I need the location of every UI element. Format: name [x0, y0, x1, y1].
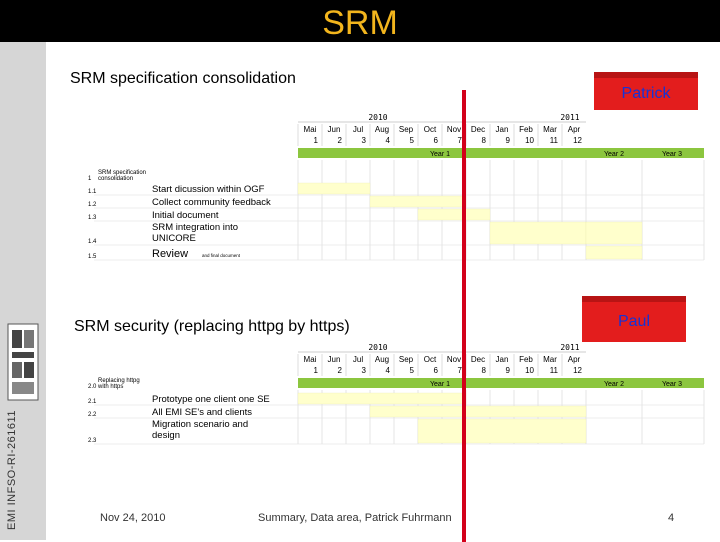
month-nov: Nov [446, 125, 462, 134]
task-bar [418, 209, 490, 220]
month-mar: Mar [543, 125, 557, 134]
task-id: 1.5 [88, 254, 97, 260]
month-num: 5 [409, 136, 414, 145]
year-label-2011: 2011 [560, 343, 580, 352]
section-2-title: SRM security (replacing httpg by https) [74, 318, 350, 335]
task-label: Prototype one client one SE [152, 394, 270, 405]
month-sep: Sep [398, 125, 414, 134]
month-dec: Dec [470, 355, 486, 364]
task-id: 1.2 [88, 202, 97, 208]
owner-badge-2: Paul [582, 296, 686, 342]
group-id: 1 [88, 176, 92, 182]
task-bar [586, 246, 642, 259]
year-bar-3-label: Year 3 [662, 381, 682, 388]
task-id: 1.4 [88, 239, 97, 245]
month-mar: Mar [543, 355, 557, 364]
month-num: 12 [573, 366, 582, 375]
month-num: 9 [505, 136, 510, 145]
month-num: 5 [409, 366, 414, 375]
page-title: SRM [322, 4, 398, 42]
month-feb: Feb [519, 355, 533, 364]
month-feb: Feb [519, 125, 533, 134]
month-num: 2 [337, 366, 342, 375]
task-id: 2.2 [88, 412, 97, 418]
month-oct: Oct [423, 355, 437, 364]
task-sublabel: and final document [202, 253, 241, 258]
month-num: 2 [337, 136, 342, 145]
footer-date: Nov 24, 2010 [100, 512, 166, 524]
month-oct: Oct [423, 125, 437, 134]
year-label-2010: 2010 [368, 343, 388, 352]
month-num: 7 [457, 366, 462, 375]
month-mai: Mai [303, 355, 317, 364]
month-jun: Jun [327, 355, 341, 364]
month-jan: Jan [495, 125, 509, 134]
task-label: SRM integration into [152, 222, 239, 233]
month-aug: Aug [374, 125, 390, 134]
task-bar [490, 222, 586, 244]
group-label: consolidation [98, 176, 134, 182]
task-bar [370, 196, 466, 207]
month-num: 8 [481, 136, 486, 145]
year-bar-2-label: Year 2 [604, 381, 624, 388]
task-id: 1.3 [88, 215, 97, 221]
month-dec: Dec [470, 125, 486, 134]
year-bar-3-label: Year 3 [662, 151, 682, 158]
group-label: Replacing httpg [98, 378, 140, 384]
month-num: 3 [361, 366, 366, 375]
month-jan: Jan [495, 355, 509, 364]
month-num: 6 [433, 366, 438, 375]
month-num: 1 [313, 136, 318, 145]
task-bar [298, 393, 466, 404]
month-num: 4 [385, 366, 390, 375]
task-label: Migration scenario and [152, 419, 249, 430]
task-label: All EMI SE's and clients [152, 407, 253, 418]
month-jun: Jun [327, 125, 341, 134]
month-num: 12 [573, 136, 582, 145]
owner-badge-1: Patrick [594, 72, 698, 110]
month-num: 3 [361, 136, 366, 145]
task-bar [370, 406, 586, 417]
year-bar-1-label: Year 1 [430, 381, 450, 388]
month-jul: Jul [352, 355, 364, 364]
month-sep: Sep [398, 355, 414, 364]
month-num: 4 [385, 136, 390, 145]
month-num: 10 [525, 136, 534, 145]
task-bar [586, 222, 642, 244]
task-label: Start dicussion within OGF [152, 184, 265, 195]
current-date-line [462, 90, 466, 542]
month-num: 6 [433, 136, 438, 145]
task-bar [418, 419, 586, 443]
month-num: 10 [525, 366, 534, 375]
month-aug: Aug [374, 355, 390, 364]
group-label: SRM specification [98, 170, 147, 176]
group-id: 2.0 [88, 384, 97, 390]
task-label: UNICORE [152, 233, 196, 244]
month-num: 11 [549, 366, 558, 375]
group-label: with https [98, 384, 124, 390]
project-code: EMI INFSO-RI-261611 [6, 410, 18, 530]
year-bar-2-label: Year 2 [604, 151, 624, 158]
section-1-title: SRM specification consolidation [70, 70, 296, 87]
task-label: Collect community feedback [152, 197, 271, 208]
month-nov: Nov [446, 355, 462, 364]
month-num: 1 [313, 366, 318, 375]
task-label: design [152, 430, 180, 441]
month-num: 7 [457, 136, 462, 145]
month-jul: Jul [352, 125, 364, 134]
year-bar-1-label: Year 1 [430, 151, 450, 158]
task-label: Review [152, 248, 189, 260]
month-apr: Apr [567, 355, 581, 364]
task-bar [298, 183, 370, 194]
month-num: 11 [549, 136, 558, 145]
month-num: 9 [505, 366, 510, 375]
year-label-2011: 2011 [560, 113, 580, 122]
task-id: 1.1 [88, 189, 97, 195]
task-label: Initial document [152, 210, 219, 221]
year-label-2010: 2010 [368, 113, 388, 122]
month-mai: Mai [303, 125, 317, 134]
task-id: 2.3 [88, 438, 97, 444]
page-number: 4 [668, 512, 675, 524]
month-num: 8 [481, 366, 486, 375]
footer-center: Summary, Data area, Patrick Fuhrmann [258, 512, 452, 524]
month-apr: Apr [567, 125, 581, 134]
task-id: 2.1 [88, 399, 97, 405]
